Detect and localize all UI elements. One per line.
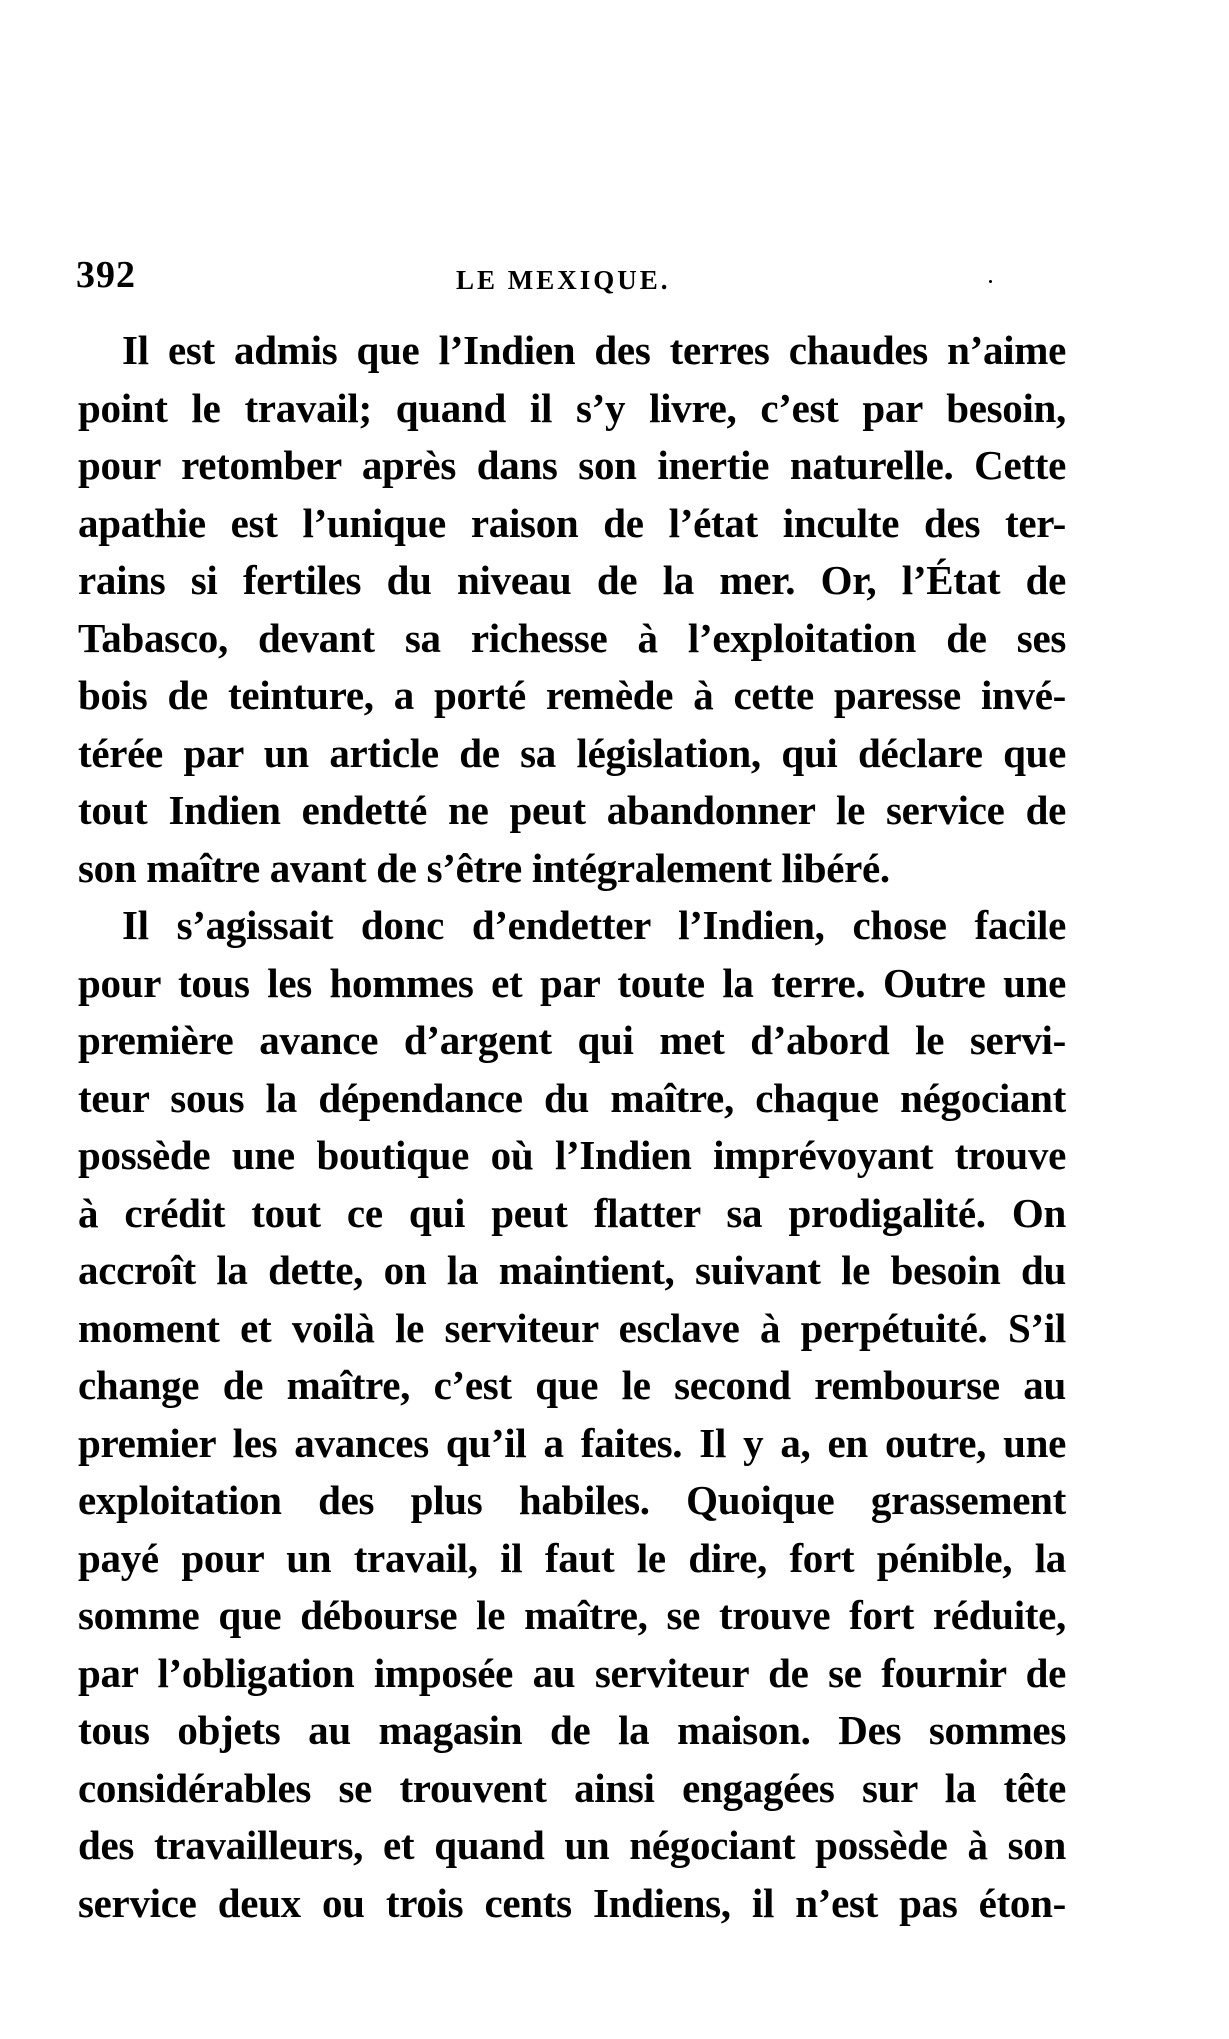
text-line: tout Indien endetté ne peut abandonner le service de <box>78 787 1066 833</box>
text-line: service deux ou trois cents Indiens, il n’est pas éton- <box>78 1879 1066 1926</box>
text-line: change de maître, c’est que le second rembourse au <box>78 1362 1066 1408</box>
text-line: par l’obligation imposée au serviteur de se fournir de <box>78 1649 1066 1696</box>
text-line: tous objets au magasin de la maison. Des sommes <box>78 1707 1066 1753</box>
text-line: térée par un article de sa législation, qui déclare que <box>78 729 1066 776</box>
text-line: premier les avances qu’il a faites. Il y a, en outre, une <box>78 1419 1066 1466</box>
text-line: considérables se trouvent ainsi engagées sur la tête <box>78 1764 1066 1811</box>
page-number: 392 <box>76 254 136 296</box>
text-line: point le travail; quand il s’y livre, c’est par besoin, <box>78 384 1066 431</box>
text-line: teur sous la dépendance du maître, chaque négociant <box>78 1074 1066 1121</box>
text-line: Il s’agissait donc d’endetter l’Indien, chose facile <box>122 902 1066 948</box>
paragraph-2 <box>78 897 1066 1932</box>
text-line: bois de teinture, a porté remède à cette paresse invé- <box>78 672 1066 718</box>
text-line: Il est admis que l’Indien des terres chaudes n’aime <box>122 327 1066 373</box>
text-line: moment et voilà le serviteur esclave à perpétuité. S’il <box>78 1304 1066 1351</box>
text-line: à crédit tout ce qui peut flatter sa prodigalité. On <box>78 1189 1066 1236</box>
text-line: des travailleurs, et quand un négociant possède à son <box>78 1822 1066 1868</box>
text-line: son maître avant de s’être intégralement libéré. <box>78 844 890 891</box>
text-line: possède une boutique où l’Indien imprévoyant trouve <box>78 1132 1066 1178</box>
body-text <box>78 322 1066 1932</box>
scan-speck <box>989 280 992 283</box>
text-line: pour tous les hommes et par toute la terre. Outre une <box>78 959 1066 1006</box>
text-line: rains si fertiles du niveau de la mer. Or, l’État de <box>78 557 1066 603</box>
running-title: LE MEXIQUE. <box>456 265 671 295</box>
text-line: pour retomber après dans son inertie naturelle. Cette <box>78 442 1066 488</box>
text-line: somme que débourse le maître, se trouve fort réduite, <box>78 1592 1066 1638</box>
text-line: apathie est l’unique raison de l’état inculte des ter- <box>78 499 1066 546</box>
text-line: payé pour un travail, il faut le dire, fort pénible, la <box>78 1534 1066 1581</box>
paragraph-1 <box>78 322 1066 897</box>
running-head <box>76 255 1066 295</box>
text-line: accroît la dette, on la maintient, suivant le besoin du <box>78 1247 1066 1293</box>
text-line: Tabasco, devant sa richesse à l’exploitation de ses <box>78 614 1066 661</box>
text-line: première avance d’argent qui met d’abord le servi- <box>78 1017 1066 1063</box>
text-line: exploitation des plus habiles. Quoique grassement <box>78 1477 1066 1523</box>
